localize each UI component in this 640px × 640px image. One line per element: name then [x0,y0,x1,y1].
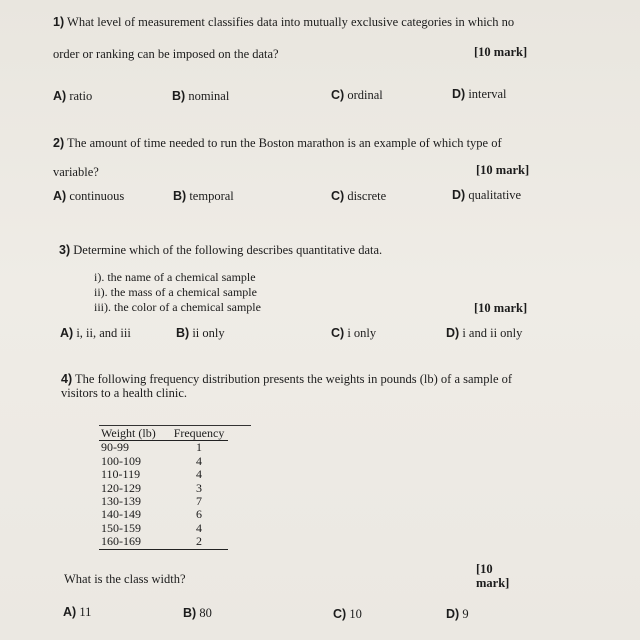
q4-option-b: B) 80 [183,606,212,620]
q1-mark: [10 mark] [474,45,528,59]
table-header-row [99,427,228,441]
q2-text-line1: The amount of time needed to run the Boston marathon is an example of which type of [67,136,502,150]
q4-number: 4) [61,372,73,386]
q2-option-d: D) qualitative [452,188,522,202]
q3-option-a: A) i, ii, and iii [60,326,131,340]
q4-question: What is the class width? [64,572,186,586]
q2-line1 [53,136,502,151]
table-row: 100-109 4 [101,453,203,468]
q4-option-d: D) 9 [446,607,469,621]
q3-option-d: D) i and ii only [446,326,523,340]
q1-text-line1: What level of measurement classifies data into mutually exclusive categories in which no [67,15,515,29]
q2-option-a: A) continuous [53,189,125,203]
q4-option-c: C) 10 [333,607,362,621]
table-row: 160-169 2 [99,535,228,549]
q2-mark: [10 mark] [476,163,530,177]
q1-option-c: C) ordinal [331,88,383,102]
q4-mark: [10 mark] [476,562,510,590]
q1-number: 1) [53,15,65,29]
q3-number: 3) [59,243,71,257]
q1-option-d: D) interval [452,87,507,101]
frequency-table [99,427,228,550]
header-weight: Weight (lb) [101,426,156,440]
q3-mark: [10 mark] [474,301,528,315]
q3-item-3: iii). the color of a chemical sample [94,300,261,314]
q2-option-b: B) temporal [173,189,234,203]
q3-item-2: ii). the mass of a chemical sample [94,285,257,299]
q1-line1 [53,15,514,30]
q1-option-a: A) ratio [53,89,93,103]
table-row: 110-119 4 [101,467,203,482]
q3-item-1: i). the name of a chemical sample [94,270,256,284]
table-row: 90-99 1 [101,440,203,455]
table-row: 140-149 6 [101,507,203,522]
q4-text-line1: The following frequency distribution presents the weights in pounds (lb) of a sample of [75,372,513,386]
table-row: 120-129 3 [101,480,203,495]
q3-option-b: B) ii only [176,326,225,340]
q3-items [94,270,261,315]
table-row: 130-139 7 [101,494,203,509]
q3-option-c: C) i only [331,326,377,340]
header-frequency: Frequency [173,426,225,440]
q2-option-c: C) discrete [331,189,387,203]
q4-text-line2: visitors to a health clinic. [61,386,188,400]
q4-line1 [61,372,512,387]
q4-option-a: A) 11 [63,605,92,619]
q3-line1 [59,243,382,258]
q2-text-line2: variable? [53,165,99,179]
q1-text-line2: order or ranking can be imposed on the data? [53,47,279,61]
q3-text-line1: Determine which of the following describes quantitative data. [73,243,383,257]
q2-number: 2) [53,136,65,150]
table-row: 150-159 4 [101,520,203,535]
q1-option-b: B) nominal [172,89,230,103]
